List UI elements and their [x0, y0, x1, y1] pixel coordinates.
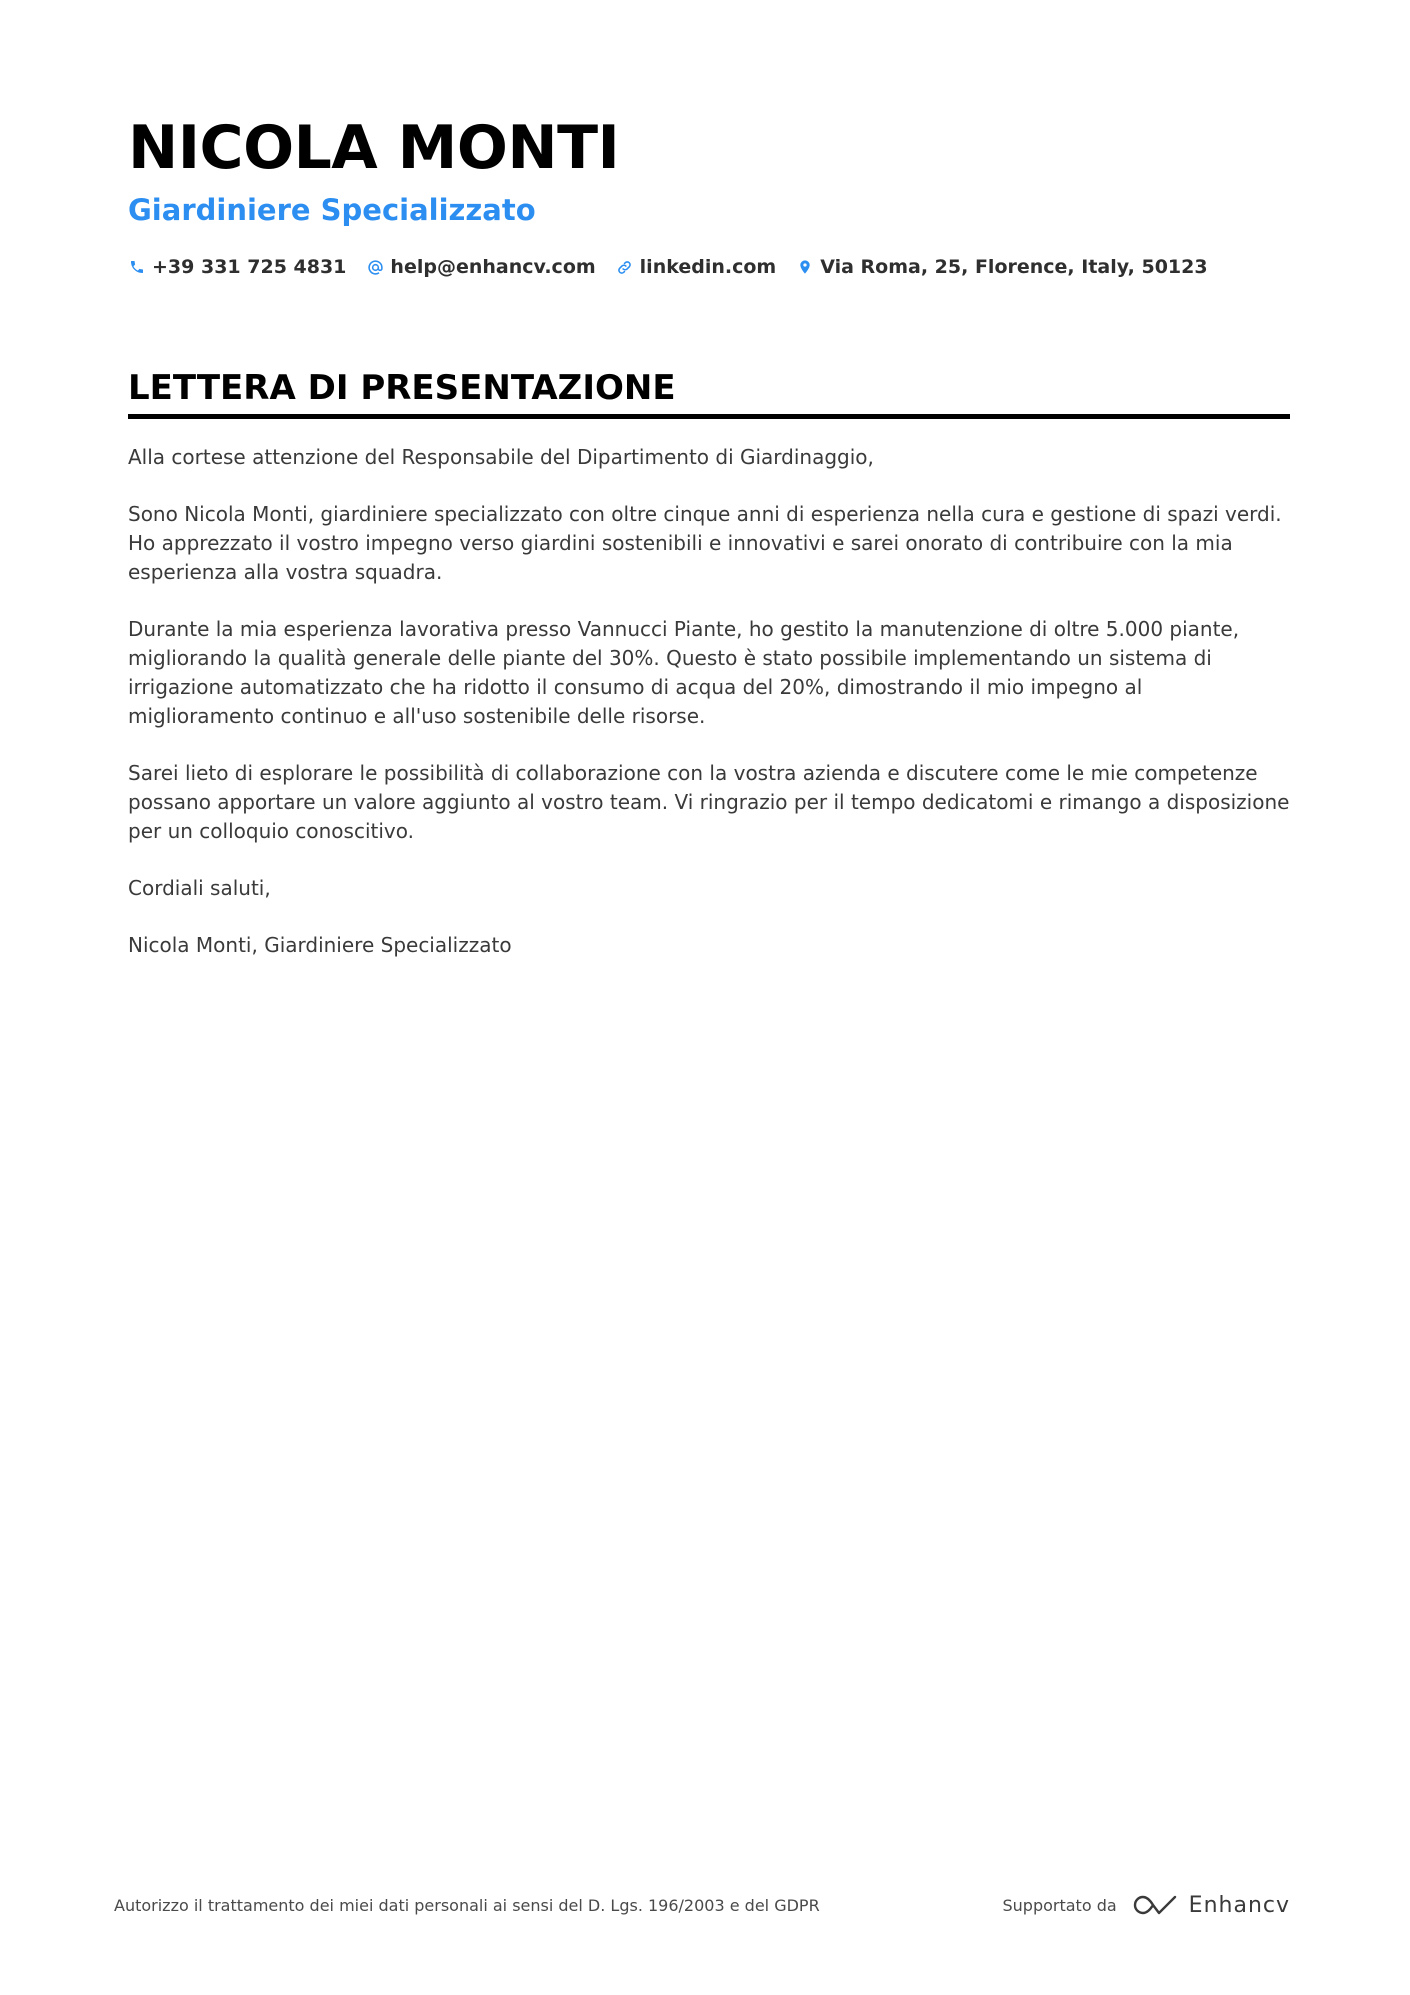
footer — [114, 1888, 1290, 1922]
letter-valediction: Cordiali saluti, — [128, 876, 271, 900]
powered-by[interactable] — [1003, 1893, 1291, 1918]
location-pin-icon — [796, 258, 814, 276]
contact-address — [796, 256, 1207, 278]
phone-icon — [128, 258, 146, 276]
contact-linkedin-text: linkedin.com — [639, 256, 777, 278]
letter-salutation: Alla cortese attenzione del Responsabile del Dipartimento di Giardinaggio, — [128, 445, 874, 469]
link-icon — [616, 258, 634, 276]
contact-bar — [128, 256, 1290, 278]
contact-email-text: help@enhancv.com — [390, 256, 596, 278]
letter-paragraph-intro: Sono Nicola Monti, giardiniere specializzato con oltre cinque anni di esperienza nella cura e gestione di spazi verdi. Ho apprezzato il vostro impegno verso giardini sostenibili e innovativi e sarei onorato di contribuire con la mia esperienza alla vostra squadra. — [128, 502, 1282, 584]
powered-by-label: Supportato da — [1002, 1895, 1117, 1915]
contact-phone-text: +39 331 725 4831 — [152, 256, 347, 278]
brand-name: Enhancv — [1188, 1892, 1290, 1918]
letter-paragraph-closing: Sarei lieto di esplorare le possibilità di collaborazione con la vostra azienda e discutere come le mie competenze possano apportare un valore aggiunto al vostro team. Vi ringrazio per il tempo dedicatomi e rimango a disposizione per un colloquio conoscitivo. — [128, 761, 1290, 843]
letter-body — [128, 443, 1290, 960]
section-title: LETTERA DI PRESENTAZIONE — [128, 366, 1290, 419]
cover-letter-section — [128, 366, 1290, 988]
contact-email[interactable] — [366, 256, 595, 278]
privacy-note: Autorizzo il trattamento dei miei dati personali ai sensi del D. Lgs. 196/2003 e del GDPR — [114, 1895, 820, 1915]
letter-paragraph-experience: Durante la mia esperienza lavorativa presso Vannucci Piante, ho gestito la manutenzione di oltre 5.000 piante, migliorando la qualità generale delle piante del 30%. Questo è stato possibile implementando un sistema di irrigazione automatizzato che ha ridotto il consumo di acqua del 20%, dimostrando il mio impegno al miglioramento continuo e all'uso sostenibile delle risorse. — [128, 617, 1240, 728]
contact-linkedin[interactable] — [616, 256, 777, 278]
letter-signature: Nicola Monti, Giardiniere Specializzato — [128, 933, 512, 957]
enhancv-logo-icon — [1131, 1893, 1179, 1917]
contact-address-text: Via Roma, 25, Florence, Italy, 50123 — [820, 256, 1208, 278]
applicant-name: NICOLA MONTI — [128, 113, 620, 183]
contact-phone[interactable] — [128, 256, 346, 278]
at-icon — [366, 258, 384, 276]
job-title: Giardiniere Specializzato — [128, 193, 536, 227]
header — [128, 112, 1290, 278]
